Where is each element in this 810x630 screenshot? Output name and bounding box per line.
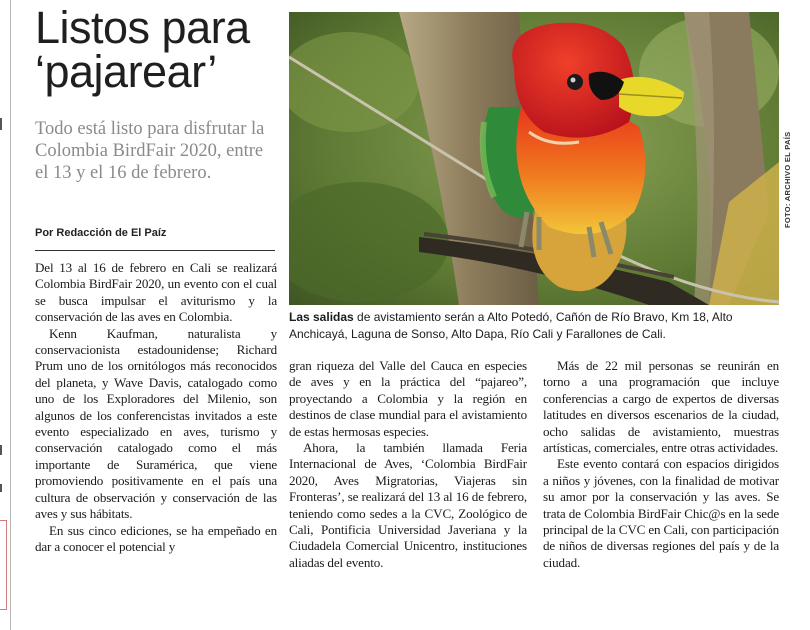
caption-text: de avistamiento serán a Alto Potedó, Cañón de Río Bravo, Km 18, Alto Anchicayá, Laguna de Sonso, Alto Dapa, Río Cali y Farallones de Cali. [289, 310, 733, 341]
paragraph: En sus cinco ediciones, se ha empeñado en dar a conocer el potencial y [35, 522, 277, 554]
gutter-mark [0, 118, 2, 130]
gutter-box [0, 520, 7, 610]
headline-line-1: Listos para [35, 2, 250, 53]
paragraph: Más de 22 mil personas se reunirán en torno a una programación que incluye conferencias a cargo de expertos de diversas latitudes en diversos escenarios de la ciudad, ocho salidas de avistamiento, muestras artísticas, comerciales, entre otras actividades. [543, 358, 779, 456]
paragraph: Este evento contará con espacios dirigidos a niños y jóvenes, con la finalidad de motivar su amor por la conservación y las aves. Se trata de Colombia BirdFair Chic@s en la sede principal de la CVC en Cali, con participación de niños de diversas regiones del país y de la ciudad. [543, 456, 779, 570]
article-byline: Por Redacción de El Paíz [35, 227, 167, 239]
headline-line-2: ‘pajarear’ [35, 46, 217, 97]
paragraph: Del 13 al 16 de febrero en Cali se realizará Colombia BirdFair 2020, un evento con el cual se busca impulsar el aviturismo y la conservación de las aves en Colombia. [35, 260, 277, 325]
photo-credit: FOTO: ARCHIVO EL PAÍS [783, 131, 792, 228]
gutter-mark [0, 445, 2, 455]
caption-lead: Las salidas [289, 310, 354, 324]
article-deck: Todo está listo para disfrutar la Colombia BirdFair 2020, entre el 13 y el 16 de febrero. [35, 119, 265, 183]
paragraph: gran riqueza del Valle del Cauca en especies de aves y en la práctica del “pajareo”, proyectando a Colombia y la región en destinos de clase mundial para el avistamiento de estas hermosas especies. [289, 358, 527, 439]
bird-photo [289, 12, 779, 305]
paragraph: Ahora, la también llamada Feria Internacional de Aves, ‘Colombia BirdFair 2020, Aves Migratorias, Viajeras sin Fronteras’, se realizará del 13 al 16 de febrero, teniendo como sedes a la CVC, Zoológico de Cali, Pontificia Universidad Javeriana y la Ciudadela Comercial Unicentro, instituciones aliadas del evento. [289, 440, 527, 570]
page-gutter-rule [10, 0, 11, 630]
article-column-1 [35, 260, 277, 555]
article-headline [35, 2, 295, 97]
photo-caption [289, 309, 779, 342]
article-column-2 [289, 358, 527, 571]
byline-divider [35, 250, 275, 251]
gutter-mark [0, 484, 2, 492]
paragraph: Kenn Kaufman, naturalista y conservacionista estadounidense; Richard Prum uno de los ornitólogos más reconocidos del planeta, y Wave Davis, catalogado como uno de los Exploradores del Milenio, son algunos de los conferencistas invitados a este evento especializado en aves, turismo y conservación catalogado como el más importante de Suramérica, que viene promoviendo positivamente en el país una cultura de observación y conservación de las aves y sus hábitats. [35, 325, 277, 522]
article-column-3 [543, 358, 779, 571]
